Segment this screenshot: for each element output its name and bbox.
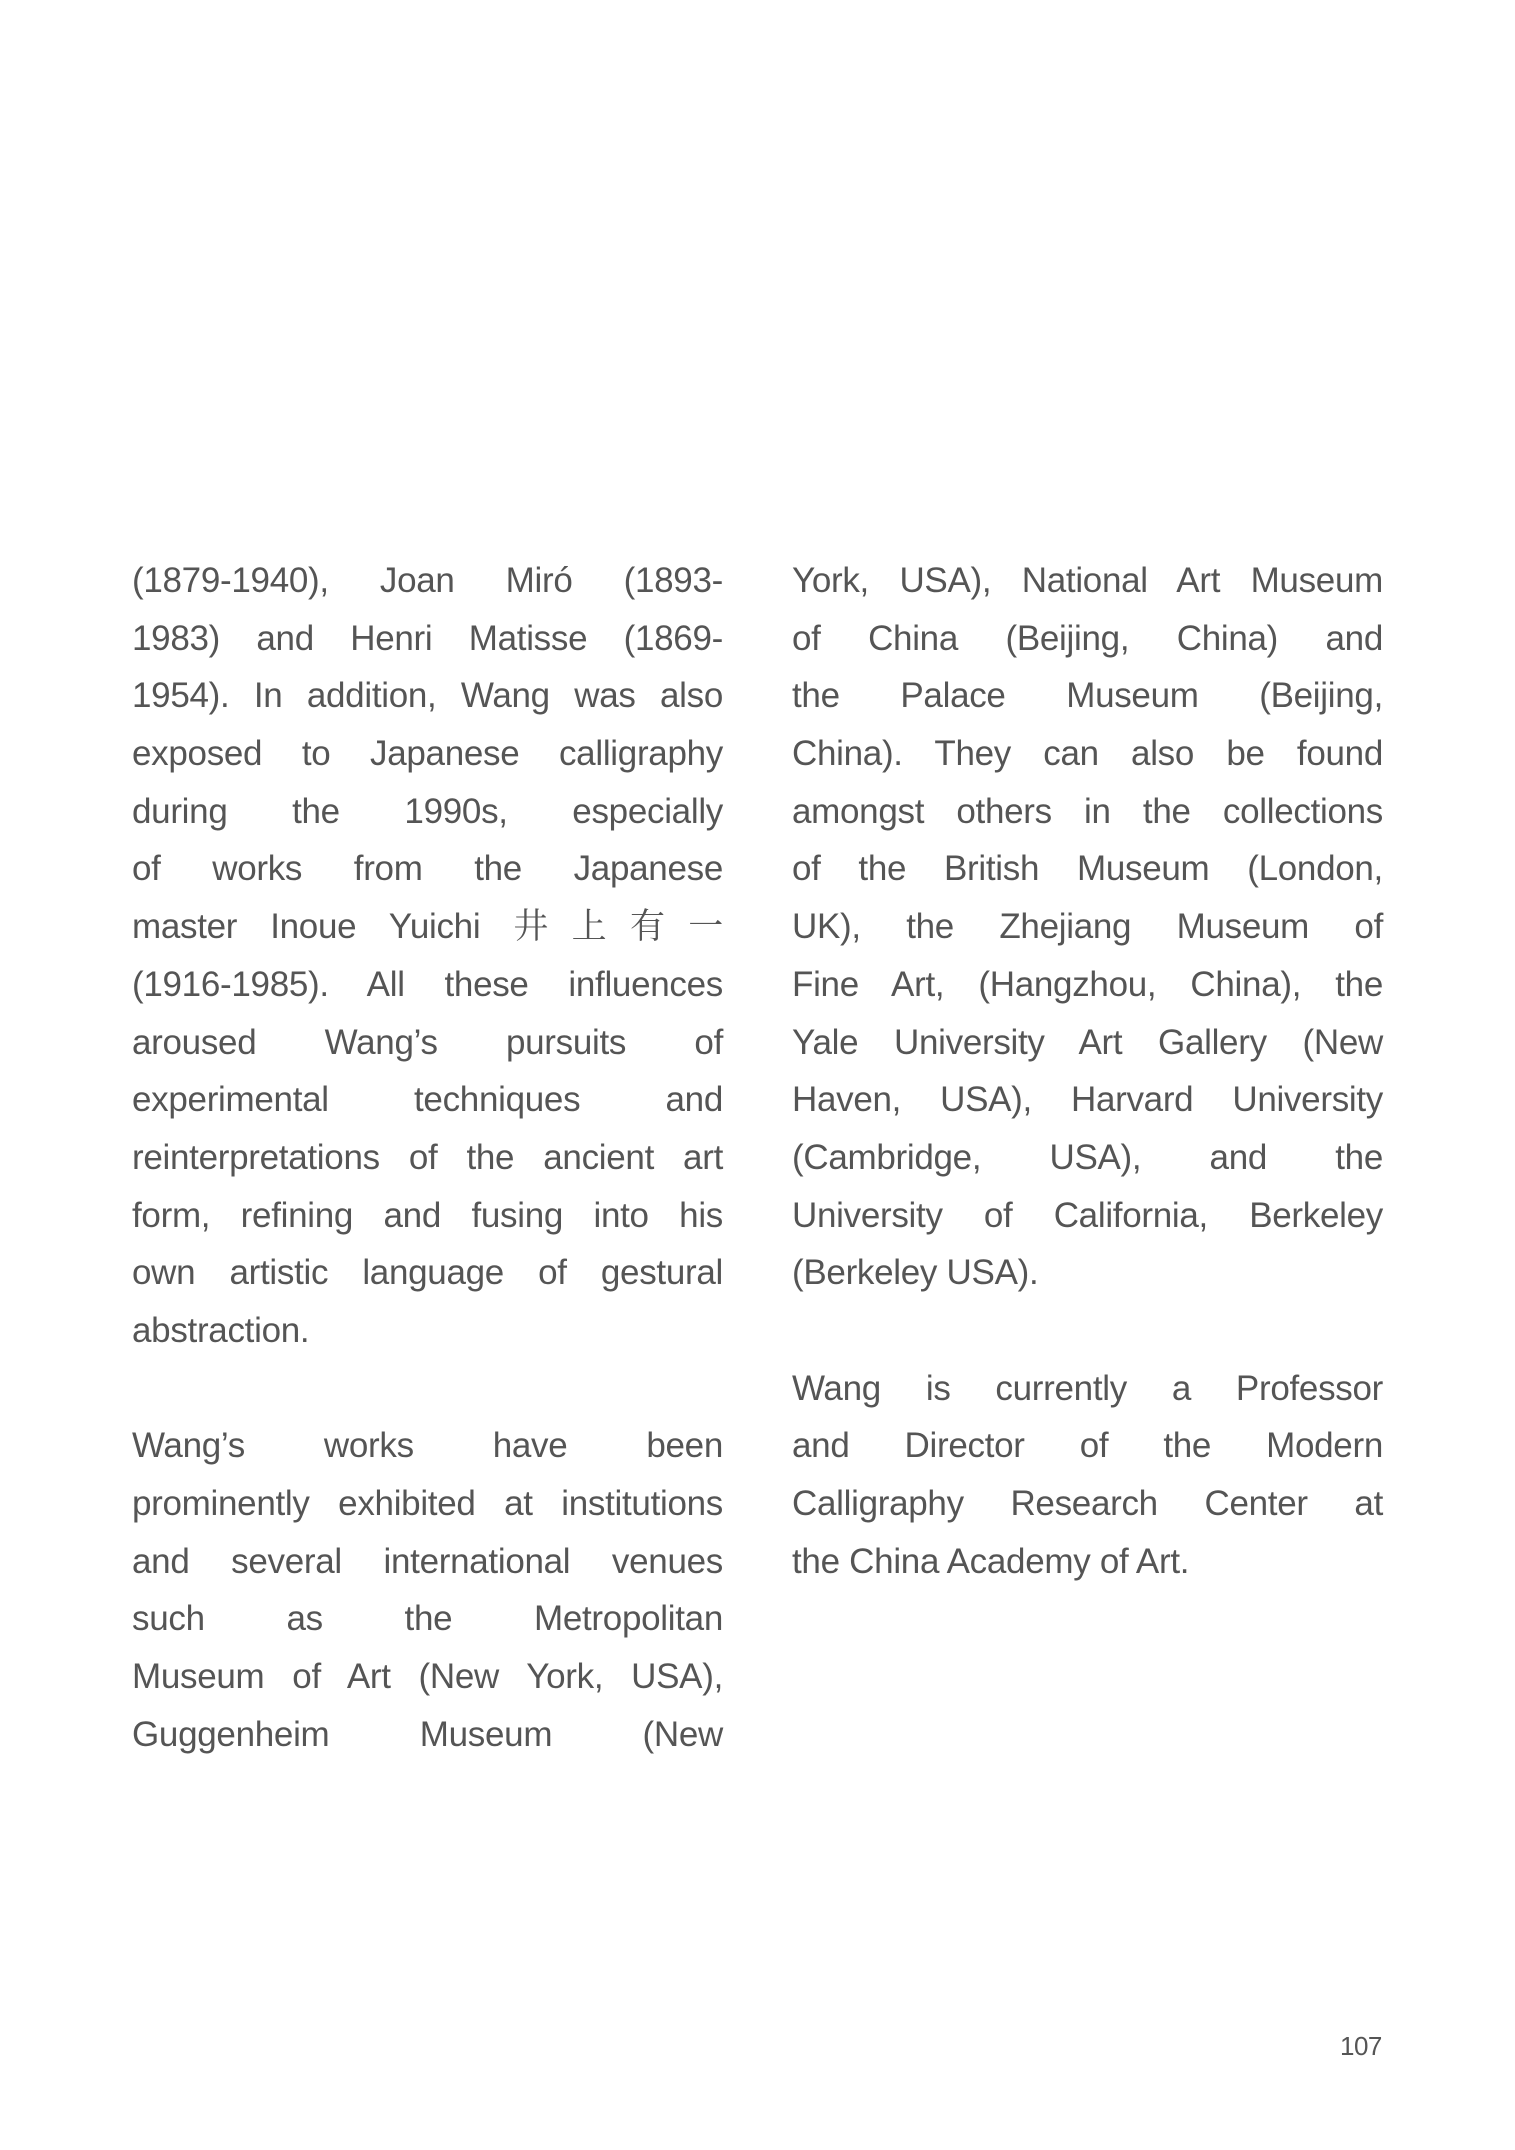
- text-line: reinterpretations of the ancient art: [132, 1137, 723, 1177]
- text-line: of works from the Japanese: [132, 849, 723, 889]
- paragraph-influences: [132, 552, 723, 1360]
- text-line: and Director of the Modern: [792, 1426, 1383, 1466]
- text-line: Museum of Art (New York, USA),: [132, 1657, 723, 1697]
- text-line: China). They can also be found: [792, 734, 1383, 774]
- text-line: Yale University Art Gallery (New: [792, 1022, 1383, 1062]
- text-line: aroused Wang’s pursuits of: [132, 1022, 723, 1062]
- text-line: abstraction.: [132, 1310, 310, 1350]
- text-line: exposed to Japanese calligraphy: [132, 734, 723, 774]
- text-line: (1916-1985). All these influences: [132, 964, 723, 1004]
- text-line: York, USA), National Art Museum: [792, 561, 1383, 600]
- text-column-right: [792, 552, 1383, 1648]
- text-line: (Cambridge, USA), and the: [792, 1137, 1383, 1177]
- text-line: of the British Museum (London,: [792, 849, 1383, 889]
- text-line: University of California, Berkeley: [792, 1195, 1383, 1235]
- text-line: amongst others in the collections: [792, 791, 1383, 831]
- text-line: Calligraphy Research Center at: [792, 1484, 1383, 1523]
- text-line: Wang’s works have been: [132, 1426, 723, 1466]
- page-number: 107: [1340, 2031, 1382, 2061]
- text-line: 1954). In addition, Wang was also: [132, 676, 723, 716]
- text-line: UK), the Zhejiang Museum of: [792, 907, 1383, 947]
- text-line: the Palace Museum (Beijing,: [792, 676, 1383, 716]
- text-line: Fine Art, (Hangzhou, China), the: [792, 964, 1383, 1004]
- text-line: experimental techniques and: [132, 1080, 723, 1120]
- text-line: during the 1990s, especially: [132, 791, 723, 831]
- text-line: (1879-1940), Joan Miró (1893-: [132, 561, 723, 600]
- text-line: own artistic language of gestural: [132, 1253, 723, 1293]
- text-line: prominently exhibited at institutions: [132, 1484, 723, 1523]
- text-line: the China Academy of Art.: [792, 1541, 1190, 1581]
- text-line: Guggenheim Museum (New: [132, 1714, 723, 1754]
- text-line: 1983) and Henri Matisse (1869-: [132, 618, 723, 658]
- text-line: Wang is currently a Professor: [792, 1368, 1383, 1408]
- text-line: form, refining and fusing into his: [132, 1195, 723, 1235]
- paragraph-current-position: [792, 1360, 1383, 1591]
- text-line: master Inoue Yuichi 井上有一: [132, 907, 723, 947]
- paragraph-collections: [792, 552, 1383, 1302]
- text-line: such as the Metropolitan: [132, 1599, 723, 1639]
- text-line: (Berkeley USA).: [792, 1253, 1039, 1293]
- text-column-left: [132, 552, 723, 1821]
- text-line: Haven, USA), Harvard University: [792, 1080, 1383, 1120]
- paragraph-exhibitions: [132, 1417, 723, 1763]
- text-line: and several international venues: [132, 1541, 723, 1581]
- text-line: of China (Beijing, China) and: [792, 618, 1383, 658]
